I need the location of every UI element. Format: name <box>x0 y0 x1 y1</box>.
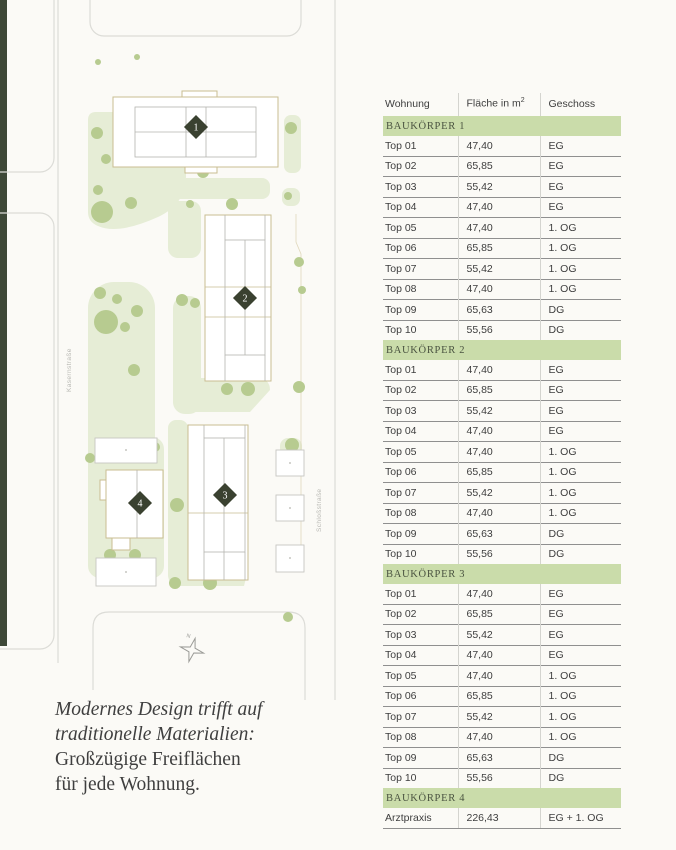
cell-wohnung: Top 05 <box>383 442 458 463</box>
table-row <box>383 604 621 625</box>
cell-flaeche: 47,40 <box>458 442 540 463</box>
cell-flaeche: 47,40 <box>458 136 540 156</box>
cell-flaeche: 65,85 <box>458 604 540 625</box>
caption-regular <box>55 747 345 797</box>
street-label-right: Schloßstraße <box>316 488 323 532</box>
table-row <box>383 666 621 687</box>
cell-geschoss: EG <box>540 136 621 156</box>
cell-geschoss: DG <box>540 544 621 564</box>
table-row <box>383 686 621 707</box>
cell-flaeche: 65,85 <box>458 462 540 483</box>
site-plan-drawing <box>0 0 375 700</box>
table-row <box>383 136 621 156</box>
cell-wohnung: Top 10 <box>383 544 458 564</box>
apartments-table-wrap <box>383 93 621 829</box>
cell-geschoss: EG <box>540 401 621 422</box>
col-header-flaeche-sup: 2 <box>520 97 525 105</box>
cell-geschoss: EG <box>540 421 621 442</box>
site-plan <box>0 0 375 700</box>
table-row <box>383 808 621 828</box>
caption-line: traditionelle Materialien: <box>55 724 255 745</box>
cell-wohnung: Top 09 <box>383 524 458 545</box>
cell-flaeche: 47,40 <box>458 645 540 666</box>
cell-wohnung: Top 02 <box>383 380 458 401</box>
cell-flaeche: 65,63 <box>458 524 540 545</box>
cell-wohnung: Top 09 <box>383 748 458 769</box>
cell-geschoss: DG <box>540 748 621 769</box>
cell-geschoss: 1. OG <box>540 442 621 463</box>
cell-geschoss: DG <box>540 768 621 788</box>
cell-flaeche: 55,42 <box>458 483 540 504</box>
cell-wohnung: Top 08 <box>383 279 458 300</box>
caption-line: Modernes Design trifft auf <box>55 699 263 720</box>
marker-4-label: 4 <box>137 498 143 510</box>
section-title: BAUKÖRPER 4 <box>383 788 621 808</box>
cell-wohnung: Top 03 <box>383 177 458 198</box>
cell-wohnung: Top 05 <box>383 666 458 687</box>
marker-2-label: 2 <box>242 293 248 305</box>
cell-wohnung: Top 05 <box>383 218 458 239</box>
table-row <box>383 584 621 604</box>
table-header-row <box>383 93 621 116</box>
cell-wohnung: Top 01 <box>385 587 417 600</box>
col-header-flaeche <box>458 93 540 116</box>
table-row <box>383 300 621 321</box>
cell-geschoss: 1. OG <box>540 707 621 728</box>
cell-geschoss: 1. OG <box>540 238 621 259</box>
cell-wohnung: Top 02 <box>383 156 458 177</box>
cell-wohnung: Top 10 <box>383 320 458 340</box>
col-header-geschoss: Geschoss <box>540 93 621 116</box>
cell-flaeche: 226,43 <box>458 808 540 828</box>
cell-wohnung: Top 03 <box>383 401 458 422</box>
cell-flaeche: 65,63 <box>458 748 540 769</box>
cell-flaeche: 55,42 <box>458 707 540 728</box>
caption-italic <box>55 697 345 747</box>
cell-flaeche: 55,56 <box>458 544 540 564</box>
cell-flaeche: 47,40 <box>458 197 540 218</box>
table-row <box>383 360 621 380</box>
table-row <box>383 483 621 504</box>
cell-geschoss: EG <box>540 645 621 666</box>
page-edge-strip <box>0 0 7 646</box>
table-row <box>383 442 621 463</box>
cell-wohnung: Top 06 <box>383 686 458 707</box>
caption-line: für jede Wohnung. <box>55 774 200 795</box>
cell-wohnung: Top 08 <box>383 503 458 524</box>
table-row <box>383 727 621 748</box>
cell-wohnung: Top 04 <box>383 421 458 442</box>
section-header-row <box>383 788 621 808</box>
cell-flaeche: 65,85 <box>458 156 540 177</box>
cell-geschoss: 1. OG <box>540 727 621 748</box>
table-row <box>383 748 621 769</box>
cell-wohnung: Top 10 <box>383 768 458 788</box>
cell-flaeche: 65,85 <box>458 686 540 707</box>
cell-geschoss: DG <box>540 524 621 545</box>
cell-flaeche: 47,40 <box>458 218 540 239</box>
cell-geschoss: EG <box>540 604 621 625</box>
cell-wohnung: Top 04 <box>383 197 458 218</box>
table-row <box>383 156 621 177</box>
cell-flaeche: 55,56 <box>458 320 540 340</box>
cell-flaeche: 47,40 <box>458 666 540 687</box>
table-row <box>383 279 621 300</box>
cell-flaeche: 65,85 <box>458 380 540 401</box>
table-row <box>383 197 621 218</box>
cell-wohnung: Top 02 <box>383 604 458 625</box>
cell-flaeche: 47,40 <box>458 727 540 748</box>
cell-flaeche: 47,40 <box>458 360 540 380</box>
table-row <box>383 380 621 401</box>
caption-line: Großzügige Freiflächen <box>55 749 241 770</box>
cell-wohnung: Top 09 <box>383 300 458 321</box>
cell-wohnung: Top 03 <box>383 625 458 646</box>
cell-geschoss: EG <box>540 360 621 380</box>
section-header-row <box>383 564 621 584</box>
north-label: N <box>185 633 192 641</box>
cell-wohnung: Top 01 <box>385 139 417 152</box>
col-header-wohnung: Wohnung <box>385 97 430 110</box>
cell-flaeche: 65,85 <box>458 238 540 259</box>
table-row <box>383 544 621 564</box>
street-label-left: Kasernstraße <box>66 348 73 392</box>
table-row <box>383 625 621 646</box>
cell-flaeche: 55,42 <box>458 625 540 646</box>
cell-wohnung: Arztpraxis <box>383 808 458 828</box>
cell-flaeche: 65,63 <box>458 300 540 321</box>
cell-geschoss: EG <box>540 156 621 177</box>
cell-geschoss: EG + 1. OG <box>540 808 621 828</box>
cell-flaeche: 55,42 <box>458 259 540 280</box>
section-title: BAUKÖRPER 3 <box>383 564 621 584</box>
cell-geschoss: 1. OG <box>540 279 621 300</box>
cell-wohnung: Top 06 <box>383 462 458 483</box>
cell-geschoss: DG <box>540 320 621 340</box>
table-row <box>383 524 621 545</box>
cell-flaeche: 47,40 <box>458 584 540 604</box>
cell-wohnung: Top 08 <box>383 727 458 748</box>
section-header-row <box>383 116 621 136</box>
cell-geschoss: 1. OG <box>540 462 621 483</box>
cell-geschoss: 1. OG <box>540 666 621 687</box>
cell-wohnung: Top 04 <box>383 645 458 666</box>
cell-wohnung: Top 07 <box>383 483 458 504</box>
col-header-flaeche-base: Fläche in m <box>466 97 521 110</box>
cell-flaeche: 55,42 <box>458 177 540 198</box>
cell-geschoss: 1. OG <box>540 686 621 707</box>
table-row <box>383 259 621 280</box>
section-header-row <box>383 340 621 360</box>
caption-block <box>55 697 345 797</box>
table-row <box>383 177 621 198</box>
cell-geschoss: 1. OG <box>540 259 621 280</box>
north-arrow-icon <box>177 632 207 664</box>
cell-flaeche: 55,42 <box>458 401 540 422</box>
building-3 <box>188 425 248 580</box>
marker-3-label: 3 <box>222 490 228 502</box>
cell-flaeche: 47,40 <box>458 503 540 524</box>
cell-wohnung: Top 06 <box>383 238 458 259</box>
table-row <box>383 401 621 422</box>
cell-geschoss: EG <box>540 380 621 401</box>
table-row <box>383 768 621 788</box>
table-row <box>383 503 621 524</box>
table-row <box>383 320 621 340</box>
cell-geschoss: 1. OG <box>540 483 621 504</box>
cell-flaeche: 55,56 <box>458 768 540 788</box>
cell-flaeche: 47,40 <box>458 421 540 442</box>
table-row <box>383 645 621 666</box>
table-row <box>383 238 621 259</box>
cell-geschoss: EG <box>540 197 621 218</box>
apartments-table <box>383 93 621 829</box>
cell-geschoss: EG <box>540 584 621 604</box>
section-title: BAUKÖRPER 2 <box>383 340 621 360</box>
cell-geschoss: DG <box>540 300 621 321</box>
cell-flaeche: 47,40 <box>458 279 540 300</box>
marker-1-label: 1 <box>193 122 199 134</box>
table-row <box>383 707 621 728</box>
cell-wohnung: Top 07 <box>383 707 458 728</box>
cell-geschoss: 1. OG <box>540 218 621 239</box>
table-row <box>383 462 621 483</box>
building-4 <box>100 470 163 550</box>
table-row <box>383 421 621 442</box>
cell-wohnung: Top 01 <box>385 363 417 376</box>
table-row <box>383 218 621 239</box>
cell-geschoss: EG <box>540 625 621 646</box>
section-title: BAUKÖRPER 1 <box>383 116 621 136</box>
cell-geschoss: EG <box>540 177 621 198</box>
cell-geschoss: 1. OG <box>540 503 621 524</box>
cell-wohnung: Top 07 <box>383 259 458 280</box>
